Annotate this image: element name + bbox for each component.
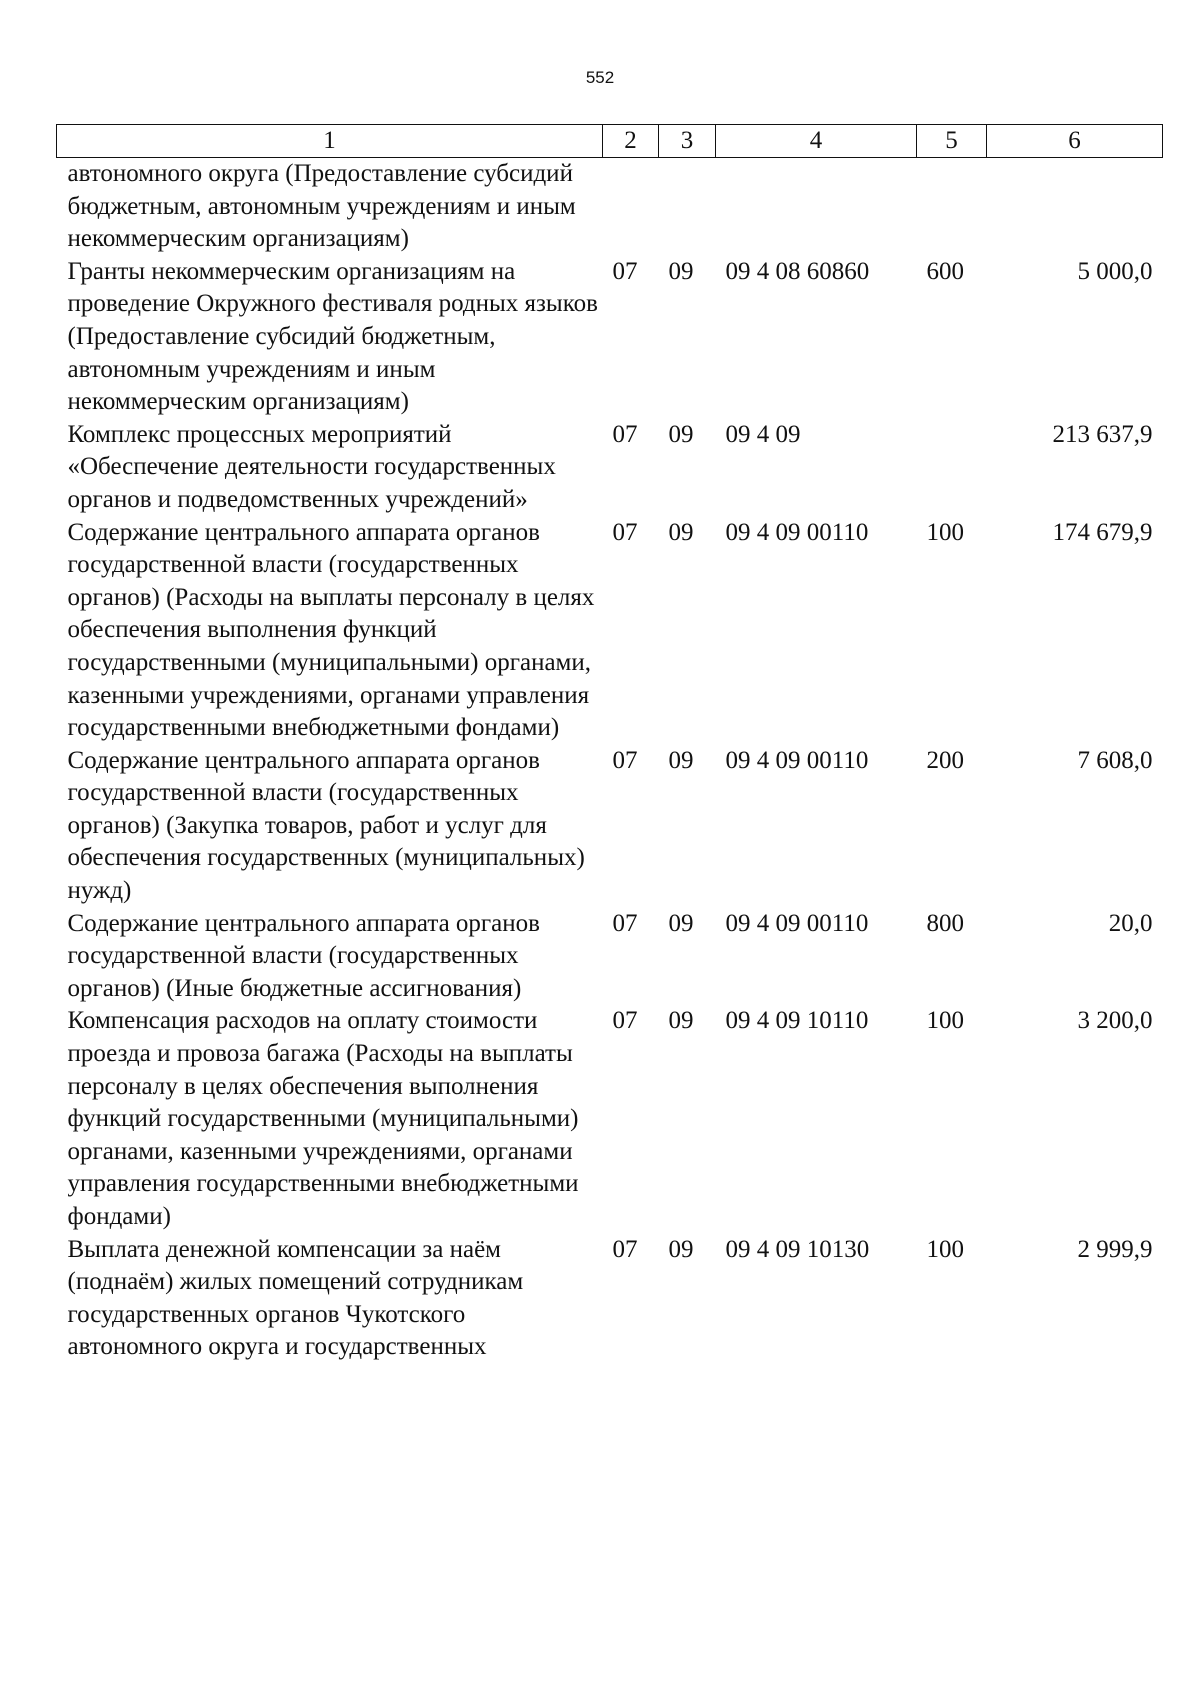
header-col-1: 1 <box>57 125 603 158</box>
row-target: 09 4 08 60860 <box>725 257 870 285</box>
table-row <box>57 158 1163 256</box>
row-amount: 5 000,0 <box>1077 257 1153 285</box>
row-section: 07 <box>612 1235 638 1263</box>
row-name: Комплекс процессных мероприятий «Обеспечение деятельности государственных органов и подведомственных учреждений» <box>67 420 556 513</box>
row-expense-type: 100 <box>926 1235 964 1263</box>
table-row <box>57 419 1163 517</box>
row-name: Выплата денежной компенсации за наём (поднаём) жилых помещений сотрудникам государственных органов Чукотского автономного округа и государственных <box>67 1235 524 1361</box>
row-name: Компенсация расходов на оплату стоимости проезда и провоза багажа (Расходы на выплаты персоналу в целях обеспечения выполнения функций государственными (муниципальными) органами, казенными учреждениями, органами управления государственными внебюджетными фондами) <box>67 1007 579 1230</box>
row-expense-type: 100 <box>926 1007 964 1035</box>
row-expense-type: 600 <box>926 257 964 285</box>
row-expense-type: 100 <box>926 518 964 546</box>
row-amount <box>987 158 1163 256</box>
table-body <box>57 158 1163 1364</box>
table-row <box>57 745 1163 908</box>
header-col-4: 4 <box>716 125 917 158</box>
header-col-6: 6 <box>987 125 1163 158</box>
row-subsection: 09 <box>668 909 694 937</box>
page-number: 552 <box>585 68 615 87</box>
row-section: 07 <box>612 1007 638 1035</box>
row-subsection: 09 <box>668 420 694 448</box>
row-subsection: 09 <box>668 518 694 546</box>
row-amount: 213 637,9 <box>1052 420 1153 448</box>
header-col-3: 3 <box>659 125 716 158</box>
budget-table <box>56 124 1163 1364</box>
row-amount: 3 200,0 <box>1077 1007 1153 1035</box>
header-row <box>57 125 1163 158</box>
table-row <box>57 1234 1163 1364</box>
row-subsection: 09 <box>668 257 694 285</box>
table-row <box>57 517 1163 745</box>
row-section: 07 <box>612 518 638 546</box>
row-name: Содержание центрального аппарата органов государственной власти (государственных органов) (Иные бюджетные ассигнования) <box>67 909 540 1002</box>
row-target: 09 4 09 00110 <box>725 909 869 937</box>
row-amount: 7 608,0 <box>1077 746 1153 774</box>
table-row <box>57 908 1163 1006</box>
row-name: Содержание центрального аппарата органов государственной власти (государственных органов) (Расходы на выплаты персоналу в целях обеспечения выполнения функций государственными (муниципальными) органами, казенными учреждениями, органами управления государственными внебюджетными фондами) <box>67 518 595 742</box>
row-expense-type: 200 <box>926 746 964 774</box>
row-name: Гранты некоммерческим организациям на проведение Окружного фестиваля родных языков (Предоставление субсидий бюджетным, автономным учреждениям и иным некоммерческим организациям) <box>67 257 598 416</box>
row-name: автономного округа (Предоставление субсидий бюджетным, автономным учреждениям и иным некоммерческим организациям) <box>67 160 576 253</box>
row-subsection: 09 <box>668 1007 694 1035</box>
row-expense-type: 800 <box>926 909 964 937</box>
row-subsection <box>659 158 716 256</box>
row-amount: 2 999,9 <box>1077 1235 1153 1263</box>
row-name: Содержание центрального аппарата органов государственной власти (государственных органов) (Закупка товаров, работ и услуг для обеспечения государственных (муниципальных) нужд) <box>67 746 585 905</box>
row-target: 09 4 09 10130 <box>725 1235 870 1263</box>
row-target: 09 4 09 <box>725 420 801 448</box>
row-target: 09 4 09 00110 <box>725 518 869 546</box>
header-col-5: 5 <box>917 125 987 158</box>
row-target: 09 4 09 00110 <box>725 746 869 774</box>
table-header <box>57 125 1163 158</box>
table-row <box>57 256 1163 419</box>
row-section: 07 <box>612 420 638 448</box>
row-amount: 174 679,9 <box>1052 518 1153 546</box>
header-col-2: 2 <box>603 125 659 158</box>
row-target <box>716 158 917 256</box>
row-section: 07 <box>612 909 638 937</box>
row-section: 07 <box>612 746 638 774</box>
row-subsection: 09 <box>668 1235 694 1263</box>
table-row <box>57 1005 1163 1233</box>
row-section: 07 <box>612 257 638 285</box>
row-target: 09 4 09 10110 <box>725 1007 869 1035</box>
row-expense-type <box>917 419 987 517</box>
row-section <box>603 158 659 256</box>
row-amount: 20,0 <box>1108 909 1153 937</box>
row-expense-type <box>917 158 987 256</box>
row-subsection: 09 <box>668 746 694 774</box>
